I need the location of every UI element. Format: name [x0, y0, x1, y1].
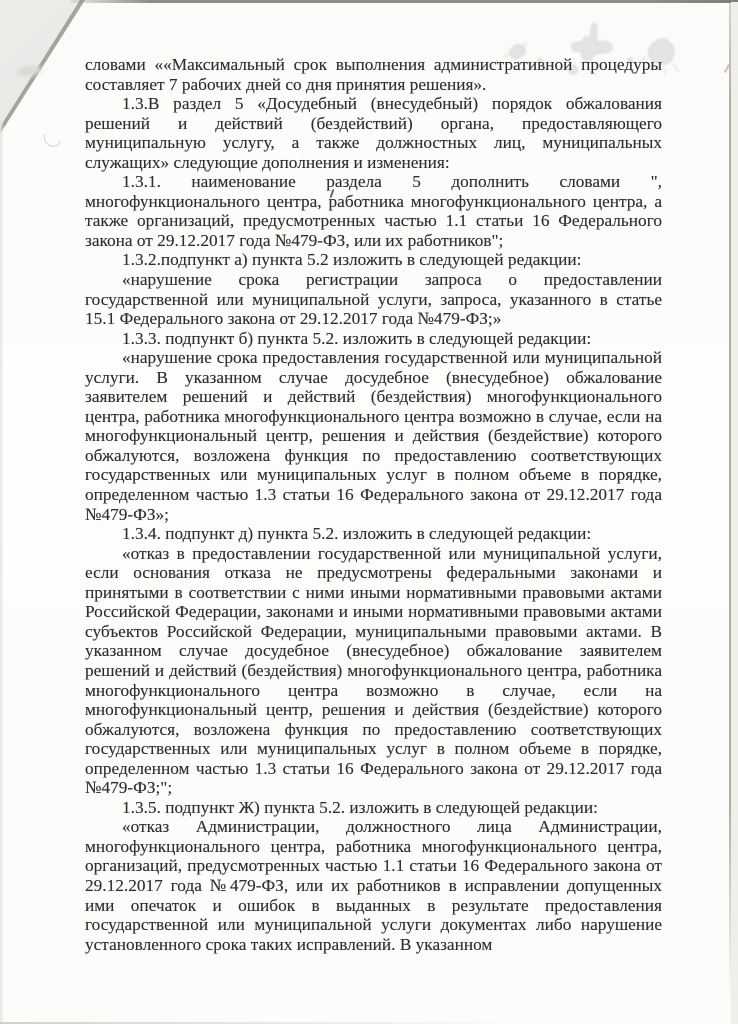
paragraph: словами ««Максимальный срок выполнения административной процедуры составляет 7 рабочих дней со дня принятия решения».: [85, 55, 662, 94]
paragraph: «отказ в предоставлении государственной или муниципальной услуги, если основания отказа не предусмотрены федеральными законами и принятыми в соответствии с ними иными нормативными правовыми актами Российской Федерации, законами и иными нормативными правовыми актами субъектов Российской Федерации, муниципальными правовыми актами. В указанном случае досудебное (внесудебное) обжалование заявителем решений и действий (бездействия) многофункционального центра, работника многофункционального центра возможно в случае, если на многофункциональный центр, решения и действия (бездействие) которого обжалуются, возложена функция по предоставлению соответствующих государственных или муниципальных услуг в полном объеме в порядке, определенном частью 1.3 статьи 16 Федерального закона от 29.12.2017 года №479-ФЗ;";: [85, 543, 662, 798]
paragraph: 1.3.В раздел 5 «Досудебный (внесудебный) порядок обжалования решений и действий (бездействий) органа, предоставляющего муниципальную услугу, а также должностных лиц, муниципальных служащих» следующие дополнения и изменения:: [85, 94, 662, 172]
scan-edge-left: [0, 120, 4, 1024]
page-corner-fold: [0, 0, 80, 127]
paragraph: 1.3.4. подпункт д) пункта 5.2. изложить в следующей редакции:: [122, 524, 592, 544]
paragraph: «отказ Администрации, должностного лица Администрации, многофункционального центра, работника многофункционального центра, организаций, предусмотренных частью 1.1 статьи 16 Федерального закона от 29.12.2017 года №479-ФЗ, или их работников в исправлении допущенных ими опечаток и ошибок в выданных в результате предоставления государственной или муниципальной услуги документах либо нарушение установленного срока таких исправлений. В указанном: [85, 817, 662, 954]
scan-edge-right-strip: [731, 2, 738, 1024]
paragraph: «нарушение срока регистрации запроса о предоставлении государственной или муниципальной услуги, запроса, указанного в статье 15.1 Федерального закона от 29.12.2017 года №479-ФЗ;»: [85, 270, 662, 329]
paragraph: «нарушение срока предоставления государственной или муниципальной услуги. В указанном случае досудебное (внесудебное) обжалование заявителем решений и действий (бездействия) многофункционального центра, работника многофункционального центра возможно в случае, если на многофункциональный центр, решения и действия (бездействие) которого обжалуются, возложена функция по предоставлению соответствующих государственных или муниципальных услуг в полном объеме в порядке, определенном частью 1.3 статьи 16 Федерального закона от 29.12.2017 года №479-ФЗ»;: [85, 348, 662, 524]
document-text: [85, 55, 662, 954]
scan-edge-top: [70, 0, 738, 3]
paragraph: 1.3.1. наименование раздела 5 дополнить словами ", многофункционального центра, работника многофункционального центра, а также организаций, предусмотренных частью 1.1 статьи 16 Федерального закона от 29.12.2017 года №479-ФЗ, или их работников";: [85, 172, 662, 250]
faint-curve-mark: [41, 125, 64, 149]
paragraph: 1.3.3. подпункт б) пункта 5.2. изложить в следующей редакции:: [122, 328, 592, 348]
page-edge-line: [729, 3, 732, 1005]
paragraph: 1.3.2.подпункт а) пункта 5.2 изложить в следующей редакции:: [122, 250, 582, 270]
paragraph: 1.3.5. подпункт Ж) пункта 5.2. изложить в следующей редакции:: [122, 797, 598, 817]
